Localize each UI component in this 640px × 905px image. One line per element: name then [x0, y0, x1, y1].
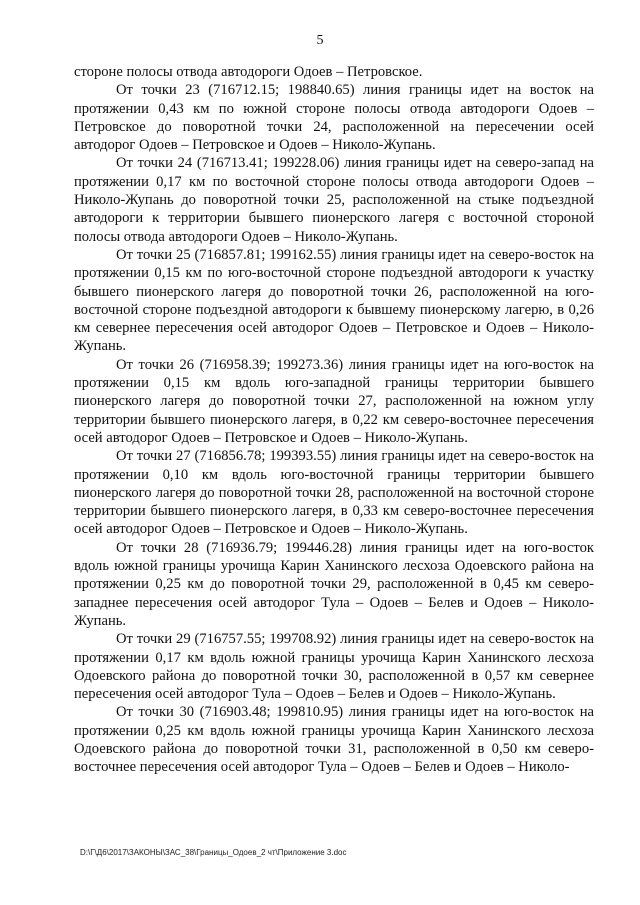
document-body	[74, 63, 594, 777]
paragraph-point-23: От точки 23 (716712.15; 198840.65) линия границы идет на восток на протяжении 0,43 км по южной стороне полосы отвода автодороги Одоев – Петровское до поворотной точки 24, расположенной на пересечении осей автодорог Одоев – Петровское и Одоев – Николо-Жупань.	[74, 82, 594, 154]
paragraph-continuation: стороне полосы отвода автодороги Одоев – Петровское.	[74, 64, 423, 80]
paragraph-point-24: От точки 24 (716713.41; 199228.06) линия границы идет на северо-запад на протяжении 0,17 км по восточной стороне полосы отвода автодороги Одоев – Николо-Жупань до поворотной точки 25, расположенной на стыке подъездной автодороги к территории бывшего пионерского лагеря с восточной стороной полосы отвода автодороги Одоев – Николо-Жупань.	[74, 155, 594, 245]
paragraph-point-28: От точки 28 (716936.79; 199446.28) линия границы идет на юго-восток вдоль южной границы урочища Карин Ханинского лесхоза Одоевского района на протяжении 0,25 км до поворотной точки 29, расположенной в 0,45 км северо-западнее пересечения осей автодорог Тула – Одоев – Белев и Одоев – Николо-Жупань.	[74, 539, 594, 629]
page-number: 5	[316, 33, 324, 48]
footer-file-path: D:\Г\Д6\2017\ЗАКОНЫ\ЗАС_38\Границы_Одоев_2 чт\Приложение 3.doc	[80, 848, 347, 857]
paragraph-point-27: От точки 27 (716856.78; 199393.55) линия границы идет на северо-восток на протяжении 0,10 км вдоль юго-восточной границы территории бывшего пионерского лагеря до поворотной точки 28, расположенной на восточной стороне территории бывшего пионерского лагеря, в 0,33 км северо-восточнее пересечения осей автодорог Одоев – Петровское и Одоев – Николо-Жупань.	[74, 448, 594, 538]
paragraph-point-26: От точки 26 (716958.39; 199273.36) линия границы идет на юго-восток на протяжении 0,15 км вдоль юго-западной границы территории бывшего пионерского лагеря до поворотной точки 27, расположенной на южном углу территории бывшего пионерского лагеря, в 0,22 км северо-восточнее пересечения осей автодорог Одоев – Петровское и Одоев – Николо-Жупань.	[74, 356, 594, 446]
paragraph-point-25: От точки 25 (716857.81; 199162.55) линия границы идет на северо-восток на протяжении 0,15 км по юго-восточной стороне подъездной автодороги к участку бывшего пионерского лагеря до поворотной точки 26, расположенной на юго-восточной стороне подъездной автодороги к бывшему пионерскому лагерю, в 0,26 км севернее пересечения осей автодорог Одоев – Петровское и Одоев – Николо-Жупань.	[74, 246, 594, 355]
paragraph-point-30: От точки 30 (716903.48; 199810.95) линия границы идет на юго-восток на протяжении 0,25 км вдоль южной границы урочища Карин Ханинского лесхоза Одоевского района до поворотной точки 31, расположенной в 0,50 км северо-восточнее пересечения осей автодорог Тула – Одоев – Белев и Одоев – Николо-	[74, 704, 594, 776]
paragraph-point-29: От точки 29 (716757.55; 199708.92) линия границы идет на северо-восток на протяжении 0,17 км вдоль южной границы урочища Карин Ханинского лесхоза Одоевского района до поворотной точки 30, расположенной в 0,57 км севернее пересечения осей автодорог Тула – Одоев – Белев и Одоев – Николо-Жупань.	[74, 631, 594, 703]
